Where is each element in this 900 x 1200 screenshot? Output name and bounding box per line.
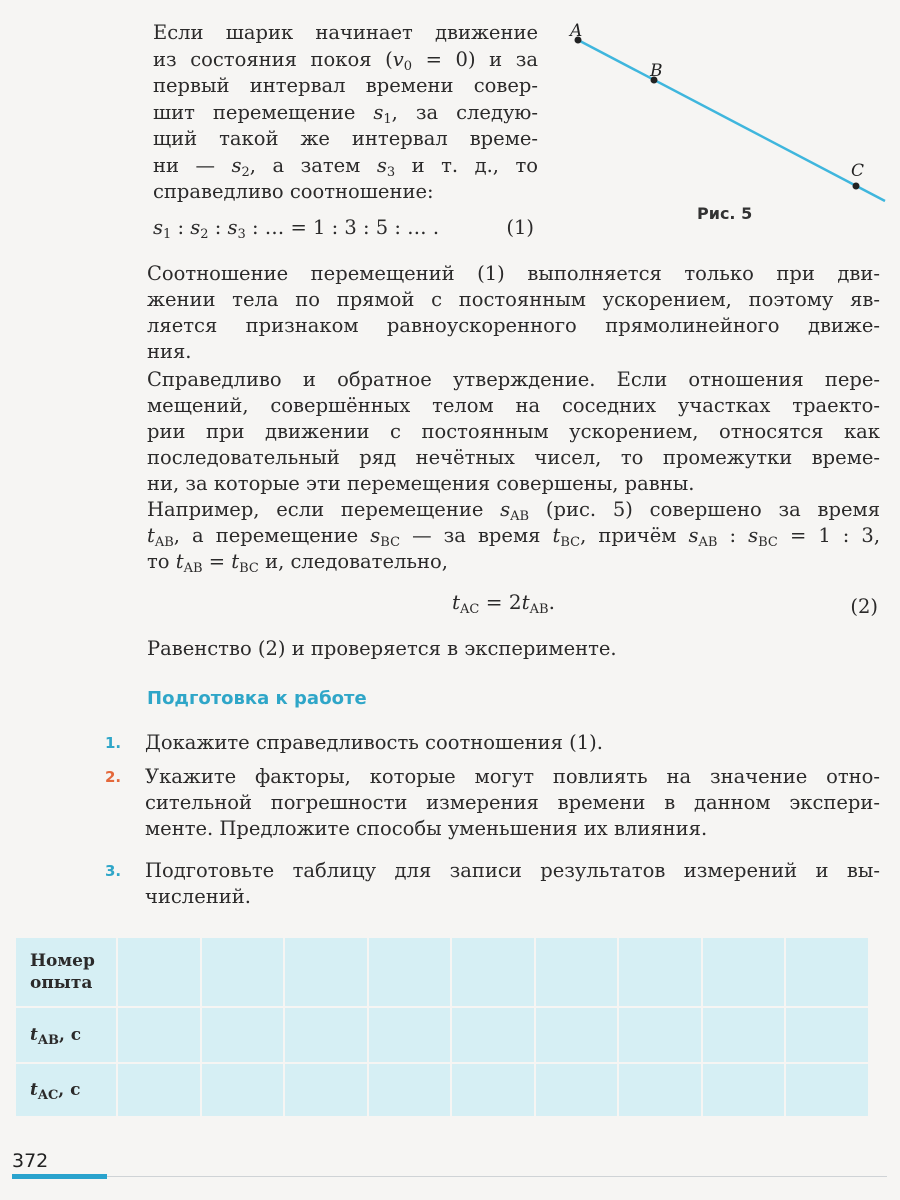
table-cell[interactable] xyxy=(368,937,452,1007)
table-row xyxy=(15,1063,869,1117)
section-title: Подготовка к работе xyxy=(147,688,367,709)
row-header: Номер опыта xyxy=(15,937,117,1007)
text-line: Справедливо и обратное утверждение. Если отношения пере- xyxy=(147,368,880,391)
table-cell[interactable] xyxy=(451,1007,535,1063)
figure-5-diagram xyxy=(560,18,890,218)
intro-line: Если шарик начинает движение xyxy=(153,21,538,44)
text-line: сительной погрешности измерения времени в данном экспери- xyxy=(145,791,880,814)
text-line: ляется признаком равноускоренного прямолинейного движе- xyxy=(147,314,880,337)
table-cell[interactable] xyxy=(618,1063,702,1117)
equation-number: (2) xyxy=(850,595,878,618)
paragraph-4: Равенство (2) и проверяется в эксперименте. xyxy=(147,637,617,660)
text-line: мещений, совершённых телом на соседних участках траекто- xyxy=(147,394,880,417)
footer-divider xyxy=(107,1176,887,1177)
item-number: 3. xyxy=(105,862,122,880)
table-cell[interactable] xyxy=(451,1063,535,1117)
table-cell[interactable] xyxy=(117,937,201,1007)
paragraph-1 xyxy=(147,261,880,365)
table-row xyxy=(15,1007,869,1063)
text-line: числений. xyxy=(145,885,251,908)
table-cell[interactable] xyxy=(785,1063,869,1117)
table-cell[interactable] xyxy=(702,1063,786,1117)
page-number-bar xyxy=(12,1174,107,1179)
table-cell[interactable] xyxy=(201,1063,285,1117)
text-line: последовательный ряд нечётных чисел, то промежутки време- xyxy=(147,446,880,469)
table-cell[interactable] xyxy=(785,1007,869,1063)
table-cell[interactable] xyxy=(284,937,368,1007)
label-b: B xyxy=(650,61,663,81)
item-number: 2. xyxy=(105,768,122,786)
intro-line: справедливо соотношение: xyxy=(153,180,434,203)
figure-caption: Рис. 5 xyxy=(697,204,753,223)
table-cell[interactable] xyxy=(201,937,285,1007)
text-line: Докажите справедливость соотношения (1). xyxy=(145,731,603,754)
table-cell[interactable] xyxy=(618,1007,702,1063)
table-cell[interactable] xyxy=(368,1063,452,1117)
table-cell[interactable] xyxy=(702,1007,786,1063)
table-cell[interactable] xyxy=(702,937,786,1007)
label-a: A xyxy=(570,21,583,41)
table-cell[interactable] xyxy=(535,1007,619,1063)
intro-paragraph xyxy=(153,20,538,206)
table-cell[interactable] xyxy=(785,937,869,1007)
table-cell[interactable] xyxy=(117,1007,201,1063)
text-line: ния. xyxy=(147,340,192,363)
intro-line: щий такой же интервал време- xyxy=(153,127,538,150)
list-item xyxy=(105,858,880,910)
table-cell[interactable] xyxy=(535,1063,619,1117)
table-cell[interactable] xyxy=(618,937,702,1007)
equation-2: $t_{AC} = 2t_{AB}$. xyxy=(452,590,555,617)
text-line: то $t_{AB} = t_{BC}$ и, следовательно, xyxy=(147,550,448,576)
table-cell[interactable] xyxy=(535,937,619,1007)
intro-line: первый интервал времени совер- xyxy=(153,74,538,97)
table-cell[interactable] xyxy=(201,1007,285,1063)
text-line: $t_{AB}$, а перемещение $s_{BC}$ — за время $t_{BC}$, причём $s_{AB}$ : $s_{BC} = 1$ : 3, xyxy=(147,524,881,550)
results-table xyxy=(14,936,870,1118)
label-c: C xyxy=(851,161,865,181)
text-line: ни, за которые эти перемещения совершены, равны. xyxy=(147,472,695,495)
row-header: $t_{AB}$, с xyxy=(15,1007,117,1063)
item-number: 1. xyxy=(105,734,122,752)
equation-number: (1) xyxy=(506,216,534,239)
list-item xyxy=(105,764,880,842)
list-item xyxy=(105,730,880,756)
text-line: менте. Предложите способы уменьшения их влияния. xyxy=(145,817,708,840)
paragraph-3 xyxy=(147,497,880,575)
intro-line: ни — $s_2$, а затем $s_3$ и т. д., то xyxy=(153,153,538,180)
text-line: Соотношение перемещений (1) выполняется только при дви- xyxy=(147,262,880,285)
text-line: Укажите факторы, которые могут повлиять на значение отно- xyxy=(145,765,880,788)
table-cell[interactable] xyxy=(368,1007,452,1063)
point-c xyxy=(853,183,860,190)
page-number: 372 xyxy=(12,1150,49,1172)
table-cell[interactable] xyxy=(451,937,535,1007)
text-line: жении тела по прямой с постоянным ускорением, поэтому яв- xyxy=(147,288,880,311)
table-cell[interactable] xyxy=(117,1063,201,1117)
table-cell[interactable] xyxy=(284,1007,368,1063)
row-header: $t_{AC}$, с xyxy=(15,1063,117,1117)
trajectory-line xyxy=(578,40,885,201)
equation-1: $s_1$ : $s_2$ : $s_3$ : … = 1 : 3 : 5 : … . (1) xyxy=(153,216,534,242)
table-cell[interactable] xyxy=(284,1063,368,1117)
intro-line: из состояния покоя $(v_0 = 0)$ и за xyxy=(153,47,539,74)
intro-line: шит перемещение $s_1$, за следую- xyxy=(153,100,538,127)
table-row xyxy=(15,937,869,1007)
text-line: рии при движении с постоянным ускорением, относятся как xyxy=(147,420,880,443)
paragraph-2 xyxy=(147,367,880,497)
text-line: Например, если перемещение $s_{AB}$ (рис. 5) совершено за время xyxy=(147,498,880,524)
text-line: Подготовьте таблицу для записи результатов измерений и вы- xyxy=(145,859,880,882)
